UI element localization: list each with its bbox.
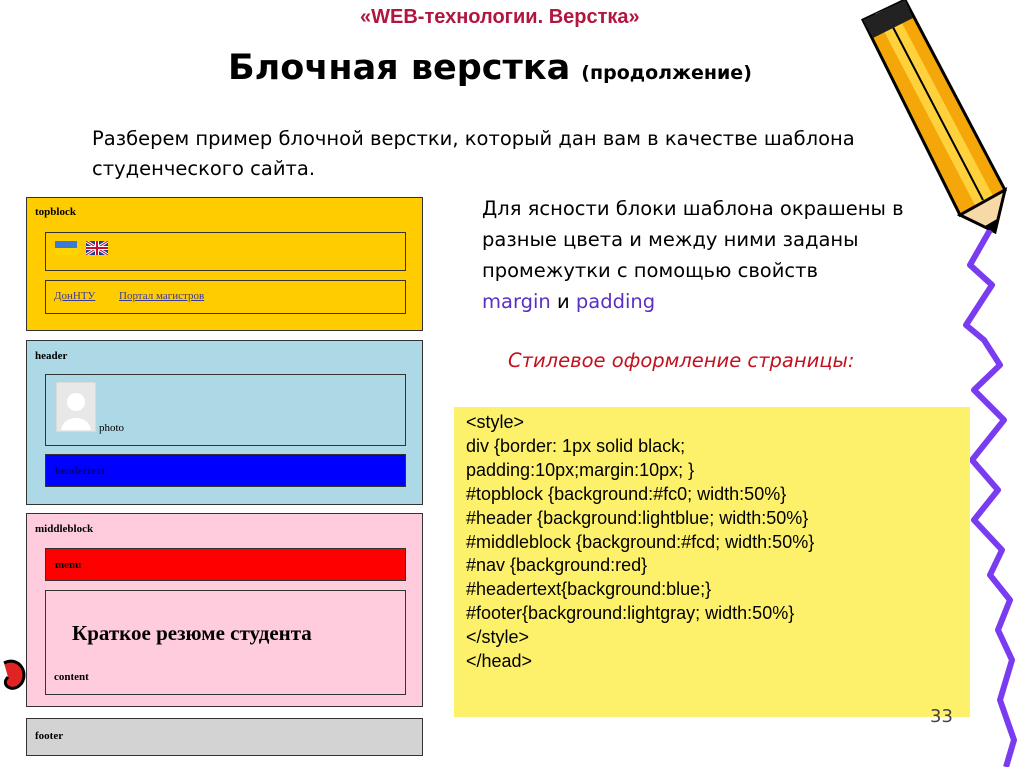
side-note-and: и — [556, 290, 570, 313]
slide-title-main: Блочная верстка — [228, 48, 571, 88]
side-note — [482, 193, 972, 317]
code-line: padding:10px;margin:10px; } — [466, 459, 695, 480]
flags-box — [45, 232, 406, 271]
photo-box — [45, 374, 406, 446]
code-line: #nav {background:red} — [466, 555, 648, 576]
topblock-label: topblock — [35, 206, 76, 218]
headertext-label: headertext — [55, 465, 106, 477]
resume-heading: Краткое резюме студента — [72, 621, 312, 645]
intro-text: Разберем пример блочной верстки, который дан вам в качестве шаблона студенческого сайта. — [92, 127, 855, 180]
code-line: <style> — [466, 412, 525, 432]
header-label: header — [35, 350, 68, 362]
style-caption: Стилевое оформление страницы: — [508, 349, 855, 372]
menu-label: menu — [55, 559, 82, 571]
headertext-box — [45, 454, 406, 487]
footer-label: footer — [35, 730, 64, 742]
code-line: #headertext{background:blue;} — [466, 579, 712, 600]
code-line: </style> — [466, 627, 530, 648]
demo-middleblock — [26, 513, 423, 707]
demo-header — [26, 340, 423, 505]
avatar-placeholder-icon — [56, 382, 96, 432]
course-title: «WEB-технологии. Верстка» — [360, 6, 640, 28]
code-line: #topblock {background:#fc0; width:50%} — [466, 483, 787, 504]
code-box — [454, 407, 970, 717]
ukraine-flag-icon — [55, 241, 77, 255]
demo-topblock — [26, 197, 423, 331]
keyword-padding: padding — [575, 290, 656, 313]
code-line: div {border: 1px solid black; — [466, 435, 686, 456]
side-note-text: Для ясности блоки шаблона окрашены в разные цвета и между ними заданы промежутки с помощью свойств — [482, 197, 904, 282]
uk-flag-icon — [86, 241, 108, 255]
code-line: #middleblock {background:#fcd; width:50%} — [466, 531, 815, 552]
content-box — [45, 590, 406, 695]
code-line: #header {background:lightblue; width:50%} — [466, 507, 809, 528]
content-label: content — [54, 671, 89, 683]
link-donntu[interactable]: ДонНТУ — [54, 290, 96, 302]
keyword-margin: margin — [482, 290, 551, 313]
links-box — [45, 280, 406, 314]
slide-title — [228, 48, 752, 88]
link-masters-portal[interactable]: Портал магистров — [119, 290, 205, 302]
photo-label: photo — [99, 422, 125, 434]
middleblock-label: middleblock — [35, 523, 94, 535]
slide-title-sub: (продолжение) — [581, 62, 752, 84]
code-line: </head> — [466, 651, 533, 672]
menu-box — [45, 548, 406, 581]
code-line: #footer{background:lightgray; width:50%} — [466, 603, 795, 624]
page-number: 33 — [930, 706, 953, 727]
demo-footer — [26, 718, 423, 756]
